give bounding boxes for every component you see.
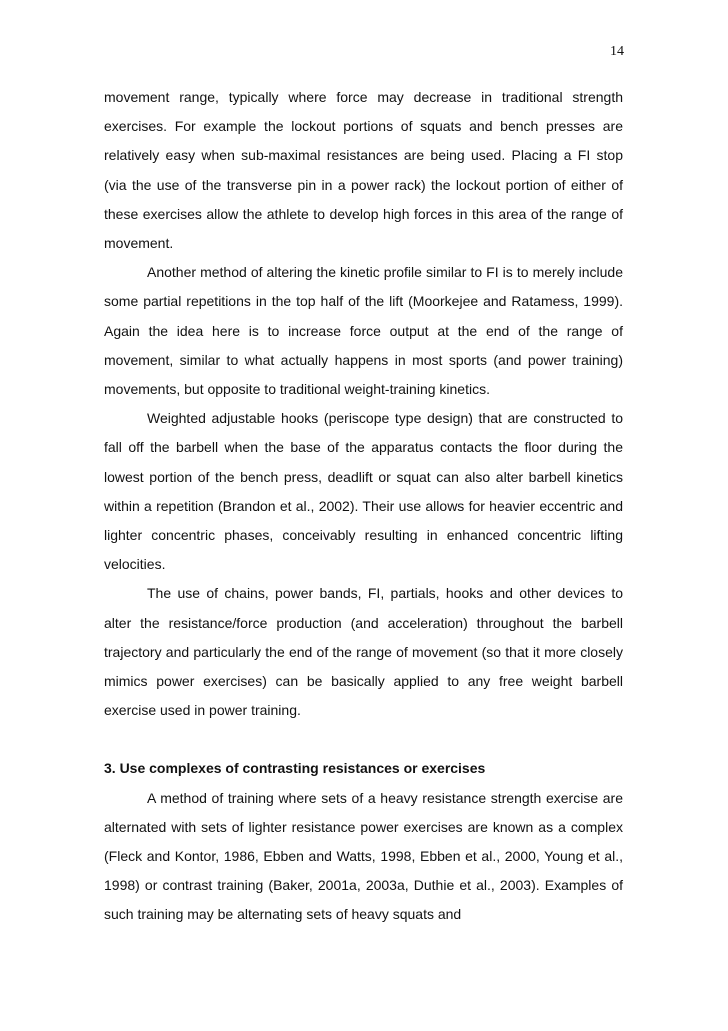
document-body [104, 83, 623, 930]
paragraph: Weighted adjustable hooks (periscope type design) that are constructed to fall off the barbell when the base of the apparatus contacts the floor during the lowest portion of the bench press, deadlift or squat can also alter barbell kinetics within a repetition (Brandon et al., 2002). Their use allows for heavier eccentric and lighter concentric phases, conceivably resulting in enhanced concentric lifting velocities. [104, 410, 623, 573]
paragraph: movement range, typically where force may decrease in traditional strength exercises. For example the lockout portions of squats and bench presses are relatively easy when sub-maximal resistances are being used. Placing a FI stop (via the use of the transverse pin in a power rack) the lockout portion of either of these exercises allow the athlete to develop high forces in this area of the range of movement. [104, 89, 623, 252]
paragraph: Another method of altering the kinetic profile similar to FI is to merely include some partial repetitions in the top half of the lift (Moorkejee and Ratamess, 1999). Again the idea here is to increase force output at the end of the range of movement, similar to what actually happens in most sports (and power training) movements, but opposite to traditional weight-training kinetics. [104, 264, 623, 398]
section-heading: 3. Use complexes of contrasting resistances or exercises [104, 760, 486, 777]
paragraph: The use of chains, power bands, FI, partials, hooks and other devices to alter the resistance/force production (and acceleration) throughout the barbell trajectory and particularly the end of the range of movement (so that it more closely mimics power exercises) can be basically applied to any free weight barbell exercise used in power training. [104, 585, 623, 719]
page-number: 14 [610, 44, 624, 59]
paragraph: A method of training where sets of a heavy resistance strength exercise are alternated with sets of lighter resistance power exercises are known as a complex (Fleck and Kontor, 1986, Ebben and Watts, 1998, Ebben et al., 2000, Young et al., 1998) or contrast training (Baker, 2001a, 2003a, Duthie et al., 2003). Examples of such training may be alternating sets of heavy squats and [104, 789, 623, 923]
